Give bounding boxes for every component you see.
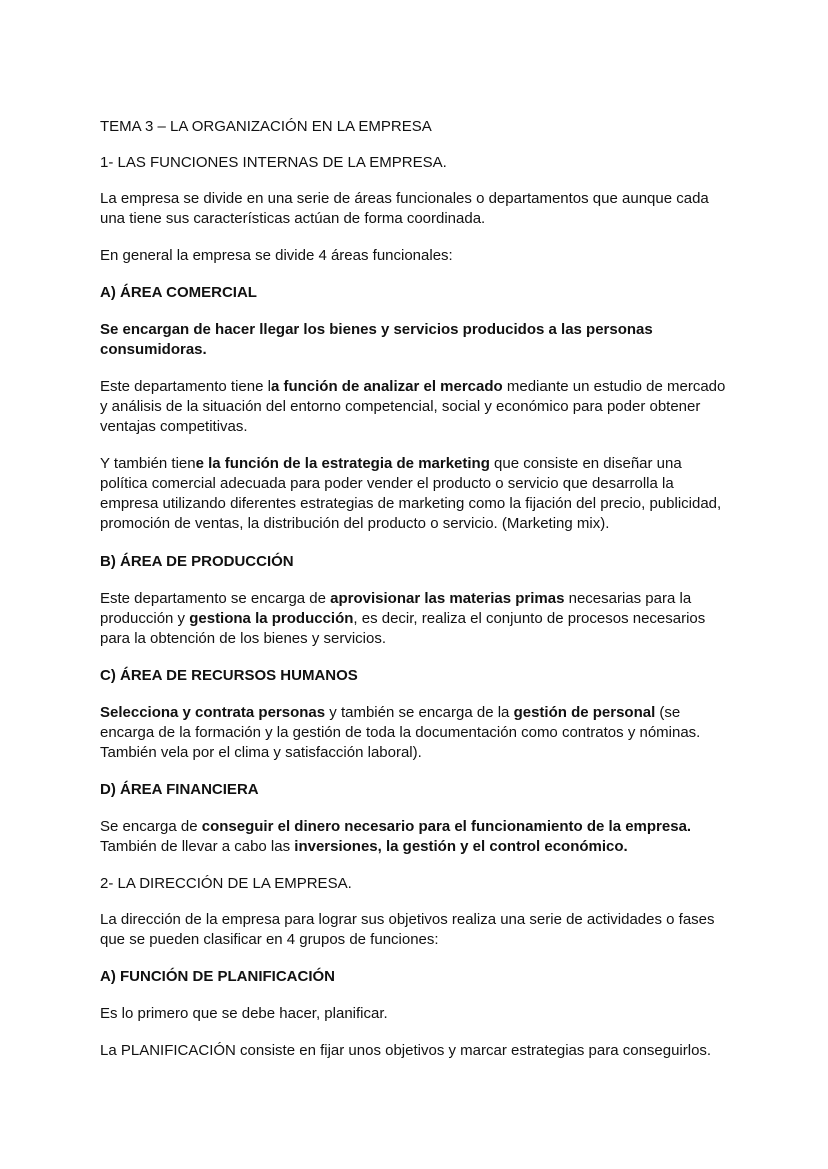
area-produccion-heading-text: B) ÁREA DE PRODUCCIÓN [100,553,294,570]
text-run: que consiste en diseñar una política comercial adecuada para poder vender el producto o servicio que desarrolla la empresa utilizando diferentes estrategias de marketing como la fijación del precio, publicidad, promoción de ventas, la distribución del producto o servicio. (Marketing mix). [100,455,722,532]
area-comercial-heading-text: A) ÁREA COMERCIAL [100,284,257,301]
section-1-intro-paragraph: La empresa se divide en una serie de áreas funcionales o departamentos que aunque cada una tiene sus características actúan de forma coordinada. [100,190,709,227]
area-produccion-heading [100,552,732,572]
text-run: Se encarga de [100,818,202,835]
section-1-heading: 1- LAS FUNCIONES INTERNAS DE LA EMPRESA. [100,154,447,171]
area-rrhh-heading [100,666,732,686]
area-comercial-summary [100,320,732,360]
bold-run: gestión de personal [513,704,656,721]
text-run: necesarias para la producción y [100,590,692,627]
section-1-areas-paragraph: En general la empresa se divide 4 áreas funcionales: [100,247,453,264]
funcion-planificacion-heading [100,967,732,987]
area-financiera-heading-text: D) ÁREA FINANCIERA [100,781,259,798]
text-run: (se encarga de la formación y la gestión de toda la documentación como contratos y nóminas. También vela por el clima y satisfacción laboral). [100,704,701,761]
text-run: Y también tien [100,455,196,472]
bold-run: inversiones, la gestión y el control económico. [294,838,628,855]
text-run: Este departamento tiene l [100,378,271,395]
text-run: y también se encarga de la [325,704,514,721]
bold-run: aprovisionar las materias primas [330,590,565,607]
bold-run: gestiona la producción [189,610,354,627]
area-comercial-heading [100,283,732,303]
funcion-planificacion-heading-text: A) FUNCIÓN DE PLANIFICACIÓN [100,968,335,985]
area-rrhh-paragraph [100,703,732,763]
document-title: TEMA 3 – LA ORGANIZACIÓN EN LA EMPRESA [100,118,432,135]
area-produccion-paragraph [100,589,732,649]
area-comercial-paragraph-2 [100,454,732,534]
area-financiera-paragraph [100,817,732,857]
funcion-planificacion-paragraph-1: Es lo primero que se debe hacer, planificar. [100,1005,388,1022]
text-run: También de llevar a cabo las [100,838,295,855]
bold-run: e la función de la estrategia de marketing [195,455,490,472]
area-comercial-paragraph-1 [100,377,732,437]
area-financiera-heading [100,780,732,800]
bold-run: Selecciona y contrata personas [100,704,326,721]
funcion-planificacion-paragraph-2: La PLANIFICACIÓN consiste en fijar unos objetivos y marcar estrategias para conseguirlos. [100,1042,712,1059]
section-2-intro-paragraph: La dirección de la empresa para lograr sus objetivos realiza una serie de actividades o fases que se pueden clasificar en 4 grupos de funciones: [100,911,715,948]
area-comercial-summary-text: Se encargan de hacer llegar los bienes y servicios producidos a las personas consumidoras. [100,321,653,358]
text-run: mediante un estudio de mercado y análisis de la situación del entorno competencial, social y económico para poder obtener ventajas competitivas. [100,378,726,435]
area-rrhh-heading-text: C) ÁREA DE RECURSOS HUMANOS [100,667,358,684]
bold-run: a función de analizar el mercado [270,378,503,395]
section-2-heading: 2- LA DIRECCIÓN DE LA EMPRESA. [100,875,352,892]
text-run: Este departamento se encarga de [100,590,331,607]
text-run: , es decir, realiza el conjunto de procesos necesarios para la obtención de los bienes y servicios. [100,610,706,647]
bold-run: conseguir el dinero necesario para el funcionamiento de la empresa. [201,818,692,835]
